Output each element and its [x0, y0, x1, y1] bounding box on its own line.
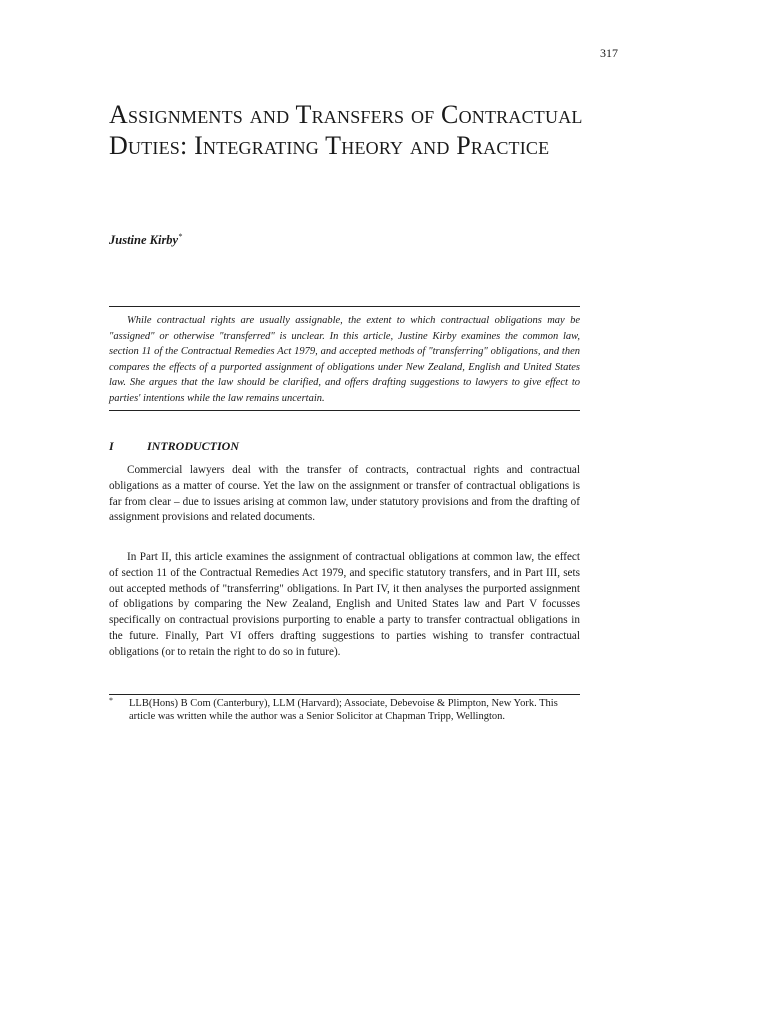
- section-number: I: [109, 439, 114, 453]
- body-paragraph-2-block: [109, 550, 580, 661]
- footnote-divider: [109, 694, 580, 695]
- footnote: [109, 697, 580, 723]
- footnote-mark: *: [109, 696, 113, 705]
- page-number: 317: [600, 46, 618, 60]
- body-paragraph-1-block: [109, 463, 580, 526]
- section-title: INTRODUCTION: [147, 439, 240, 453]
- body-paragraph: Commercial lawyers deal with the transfer of contracts, contractual rights and contractual obligations as a matter of course. Yet the law on the assignment or transfer of contractual obligations is far from clear – due to issues arising at common law, under statutory provisions and from the drafting of assignment provisions and related documents.: [109, 464, 580, 524]
- author-footnote-mark: *: [178, 232, 183, 241]
- author-name: Justine Kirby: [109, 233, 179, 248]
- section-heading: [109, 439, 580, 454]
- article-title: Assignments and Transfers of Contractual Duties: Integrating Theory and Practice: [109, 100, 583, 160]
- author-byline: [109, 232, 182, 248]
- abstract-text: While contractual rights are usually assignable, the extent to which contractual obligations may be "assigned" or otherwise "transferred" is unclear. In this article, Justine Kirby examines the common law, section 11 of the Contractual Remedies Act 1979, and accepted methods of "transferring" obligations, and then compares the effects of a purported assignment of obligations under New Zealand, English and United States law. She argues that the law should be clarified, and offers drafting suggestions to lawyers to give effect to parties' intentions while the law remains uncertain.: [109, 315, 580, 404]
- footnote-text: LLB(Hons) B Com (Canterbury), LLM (Harvard); Associate, Debevoise & Plimpton, New York. This article was written while the author was a Senior Solicitor at Chapman Tripp, Wellington.: [129, 698, 558, 722]
- body-paragraph: In Part II, this article examines the assignment of contractual obligations at common law, the effect of section 11 of the Contractual Remedies Act 1979, and specific statutory transfers, and in Part III, sets out accepted methods of "transferring" obligations. In Part IV, it then analyses the purported assignment of obligations by comparing the New Zealand, English and United States law and Part V focusses specifically on contractual provisions purporting to enable a party to transfer contractual obligations in the future. Finally, Part VI offers drafting suggestions to parties wishing to transfer contractual obligations (or to retain the right to do so in future).: [109, 551, 580, 658]
- abstract-box: [109, 306, 580, 411]
